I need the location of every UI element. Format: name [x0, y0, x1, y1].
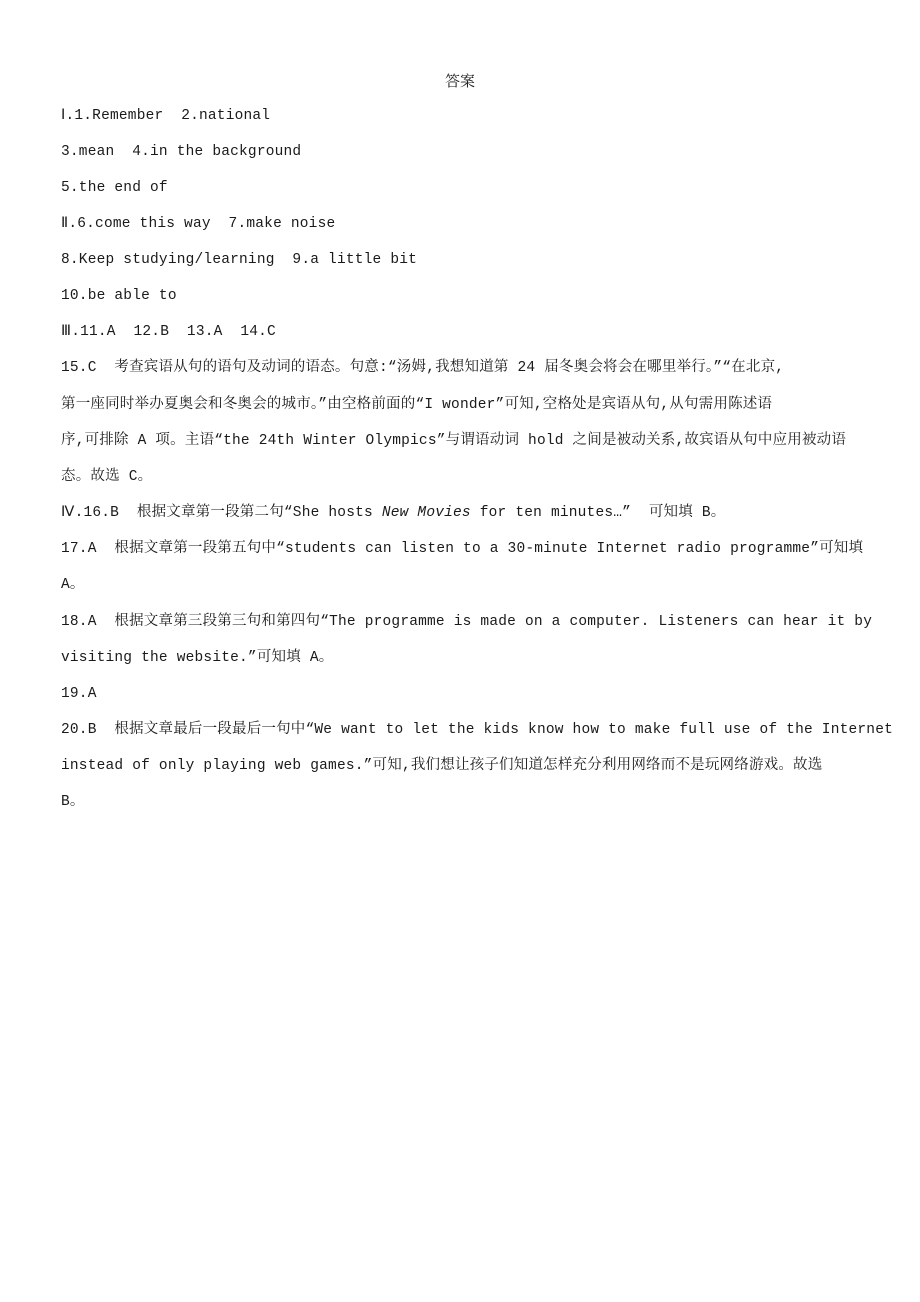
- answer-line-section-3-1: Ⅲ.11.A 12.B 13.A 14.C: [61, 324, 276, 340]
- answer-18-line-1: 18.A 根据文章第三段第三句和第四句“The programme is made on a computer. Listeners can hear it by: [61, 614, 873, 630]
- answer-16-suffix: for ten minutes…” 可知填 B。: [470, 505, 726, 521]
- answer-19-line-1: 19.A: [61, 686, 97, 702]
- answer-15-line-3: 序,可排除 A 项。主语“the 24th Winter Olympics”与谓语动词 hold 之间是被动关系,故宾语从句中应用被动语: [61, 433, 847, 449]
- answer-16-italic-title: New Movies: [381, 505, 471, 521]
- answer-16-line: [61, 503, 861, 523]
- answer-20-line-3: B。: [61, 794, 85, 810]
- answer-line-section-1-2: 3.mean 4.in the background: [61, 144, 302, 160]
- answer-20-line-1: 20.B 根据文章最后一段最后一句中“We want to let the kids know how to make full use of the Internet: [61, 722, 894, 738]
- page-title: 答案: [444, 72, 475, 90]
- answer-20-line-2: instead of only playing web games.”可知,我们想让孩子们知道怎样充分利用网络而不是玩网络游戏。故选: [61, 758, 823, 774]
- answer-line-section-2-1: Ⅱ.6.come this way 7.make noise: [61, 216, 336, 232]
- answer-16-prefix: Ⅳ.16.B 根据文章第一段第二句“She hosts: [61, 505, 382, 521]
- answer-line-section-2-3: 10.be able to: [61, 288, 177, 304]
- answer-line-section-1-3: 5.the end of: [61, 180, 168, 196]
- answer-15-line-2: 第一座同时举办夏奥会和冬奥会的城市。”由空格前面的“I wonder”可知,空格处是宾语从句,从句需用陈述语: [61, 397, 773, 413]
- answer-18-line-2: visiting the website.”可知填 A。: [61, 650, 334, 666]
- answer-17-line-2: A。: [61, 577, 85, 593]
- answer-15-line-4: 态。故选 C。: [61, 469, 153, 485]
- answer-15-line-1: 15.C 考查宾语从句的语句及动词的语态。句意:“汤姆,我想知道第 24 届冬奥会将会在哪里举行。”“在北京,: [61, 360, 785, 376]
- answer-17-line-1: 17.A 根据文章第一段第五句中“students can listen to a 30-minute Internet radio programme”可知填: [61, 541, 864, 557]
- answer-line-section-1-1: Ⅰ.1.Remember 2.national: [61, 108, 271, 124]
- answer-line-section-2-2: 8.Keep studying/learning 9.a little bit: [61, 252, 418, 268]
